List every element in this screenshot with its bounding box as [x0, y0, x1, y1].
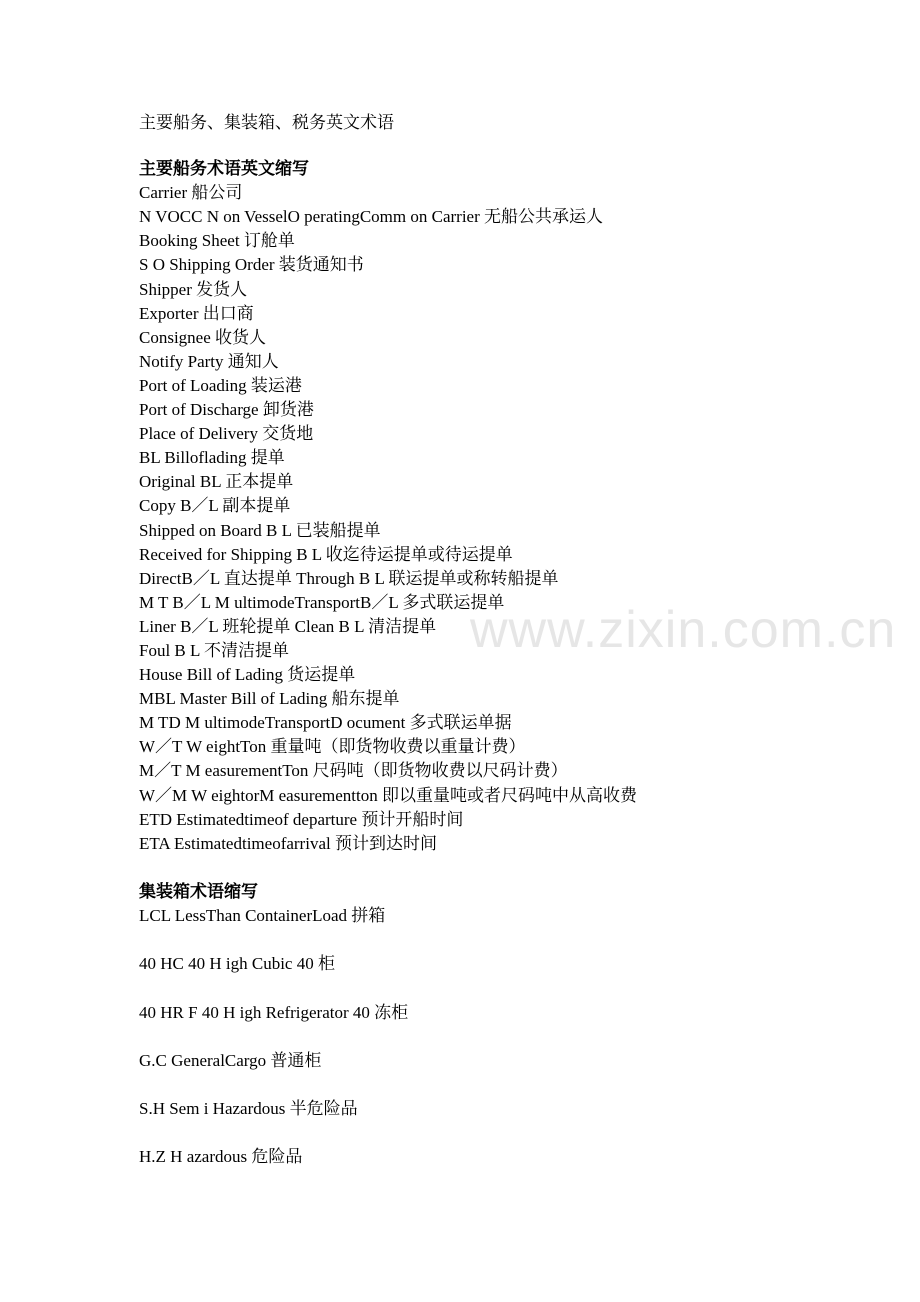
watermark: www.zixin.com.cn: [470, 601, 897, 659]
section-heading-container: 集装箱术语缩写: [139, 881, 258, 901]
term-line: Exporter 出口商: [139, 303, 254, 323]
term-line: Place of Delivery 交货地: [139, 424, 314, 444]
term-line: Carrier 船公司: [139, 183, 243, 203]
term-line: W／M W eightorM easurementton 即以重量吨或者尺码吨中从高收费: [139, 785, 637, 805]
term-line: Foul B L 不清洁提单: [139, 640, 290, 660]
term-line: S.H Sem i Hazardous 半危险品: [139, 1099, 358, 1119]
term-line: Port of Discharge 卸货港: [139, 400, 314, 420]
term-line: Booking Sheet 订舱单: [139, 231, 295, 251]
term-line: H.Z H azardous 危险品: [139, 1147, 303, 1167]
term-line: DirectB／L 直达提单 Through B L 联运提单或称转船提单: [139, 568, 559, 588]
term-line: MBL Master Bill of Lading 船东提单: [139, 689, 400, 709]
term-line: ETD Estimatedtimeof departure 预计开船时间: [139, 809, 464, 829]
term-line: M／T M easurementTon 尺码吨（即货物收费以尺码计费）: [139, 761, 568, 781]
term-line: BL Billoflading 提单: [139, 448, 285, 468]
term-line: Notify Party 通知人: [139, 351, 279, 371]
term-line: M TD M ultimodeTransportD ocument 多式联运单据: [139, 713, 512, 733]
shipping-terms-list: [139, 181, 879, 856]
blank-line: [139, 856, 879, 880]
term-line: Shipped on Board B L 已装船提单: [139, 520, 381, 540]
term-line: W／T W eightTon 重量吨（即货物收费以重量计费）: [139, 737, 526, 757]
term-line: G.C GeneralCargo 普通柜: [139, 1050, 322, 1070]
term-line: Port of Loading 装运港: [139, 375, 302, 395]
section-heading-shipping: 主要船务术语英文缩写: [139, 159, 309, 179]
term-line: Shipper 发货人: [139, 279, 248, 299]
term-line: Original BL 正本提单: [139, 472, 294, 492]
term-line: Copy B／L 副本提单: [139, 496, 291, 516]
term-line: S O Shipping Order 装货通知书: [139, 255, 364, 275]
container-terms-list: [139, 904, 879, 1170]
document-page: [139, 111, 879, 1170]
term-line: Received for Shipping B L 收迄待运提单或待运提单: [139, 544, 513, 564]
term-line: N VOCC N on VesselO peratingComm on Carrier 无船公共承运人: [139, 207, 604, 227]
term-line: House Bill of Lading 货运提单: [139, 665, 356, 685]
document-title: 主要船务、集装箱、税务英文术语: [139, 113, 394, 132]
term-line: 40 HR F 40 H igh Refrigerator 40 冻柜: [139, 1002, 409, 1022]
term-line: M T B／L M ultimodeTransportB／L 多式联运提单: [139, 592, 505, 612]
term-line: Consignee 收货人: [139, 327, 267, 347]
term-line: 40 HC 40 H igh Cubic 40 柜: [139, 954, 335, 974]
term-line: ETA Estimatedtimeofarrival 预计到达时间: [139, 833, 437, 853]
term-line: LCL LessThan ContainerLoad 拼箱: [139, 906, 386, 925]
term-line: Liner B／L 班轮提单 Clean B L 清洁提单: [139, 616, 437, 636]
